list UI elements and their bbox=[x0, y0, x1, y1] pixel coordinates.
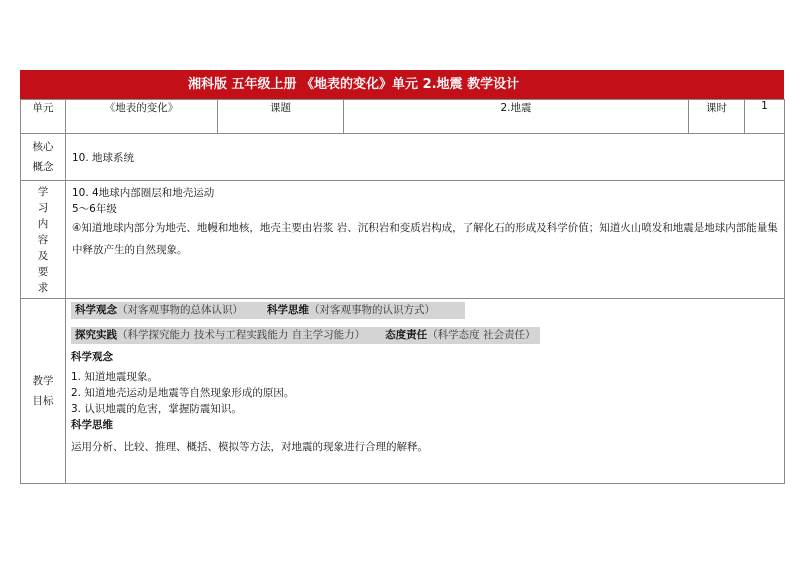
requirement-line-2: 5～6年级 bbox=[72, 203, 117, 215]
requirements-content bbox=[66, 181, 785, 299]
requirements-label: 学 习 内 容 及 要 求 bbox=[21, 181, 66, 299]
title-bar bbox=[20, 70, 784, 99]
goals-content bbox=[66, 299, 785, 484]
lesson-table bbox=[20, 99, 785, 484]
unit-label: 单元 bbox=[21, 100, 66, 134]
goal-item-3: 3. 认识地震的危害，掌握防震知识。 bbox=[71, 403, 242, 415]
table-row-unit bbox=[21, 100, 785, 134]
goals-tags-row-1 bbox=[71, 302, 778, 319]
core-label: 核心 概念 bbox=[21, 134, 66, 181]
section-science-concept: 科学观念 bbox=[71, 351, 113, 363]
core-value-cell bbox=[66, 134, 785, 181]
goals-label: 教学 目标 bbox=[21, 299, 66, 484]
tag-inquiry-practice: 探究实践（科学探究能力 技术与工程实践能力 自主学习能力） 态度责任（科学态度 社会责任） bbox=[71, 327, 540, 344]
core-value: 10. 地球系统 bbox=[72, 151, 135, 164]
table-row-requirements bbox=[21, 181, 785, 299]
goal-item-2: 2. 知道地壳运动是地震等自然现象形成的原因。 bbox=[71, 387, 295, 399]
period-value: 1 bbox=[745, 100, 785, 134]
requirement-line-1: 10. 4地球内部圈层和地壳运动 bbox=[72, 187, 215, 199]
table-row-goals bbox=[21, 299, 785, 484]
section-science-thinking: 科学思维 bbox=[71, 419, 113, 431]
unit-value: 《地表的变化》 bbox=[66, 100, 218, 134]
lesson-value: 2.地震 bbox=[344, 100, 689, 134]
tag-science-concept: 科学观念（对客观事物的总体认识） 科学思维（对客观事物的认识方式） bbox=[71, 302, 465, 319]
goal-item-1: 1. 知道地震现象。 bbox=[71, 371, 158, 383]
requirement-line-3: ④知道地球内部分为地壳、地幔和地核，地壳主要由岩浆 岩、沉积岩和变质岩构成，了解化石的形成及科学价值；知道火山喷发和地震是地球内部能量集中释放产生的自然现象。 bbox=[72, 222, 778, 256]
period-label: 课时 bbox=[689, 100, 745, 134]
science-thinking-text: 运用分析、比较、推理、概括、模拟等方法，对地震的现象进行合理的解释。 bbox=[71, 441, 428, 453]
document-title: 湘科版 五年级上册 《地表的变化》单元 2.地震 教学设计 bbox=[188, 77, 520, 92]
table-row-core bbox=[21, 134, 785, 181]
goals-tags-row-2 bbox=[71, 327, 778, 344]
lesson-label: 课题 bbox=[218, 100, 344, 134]
